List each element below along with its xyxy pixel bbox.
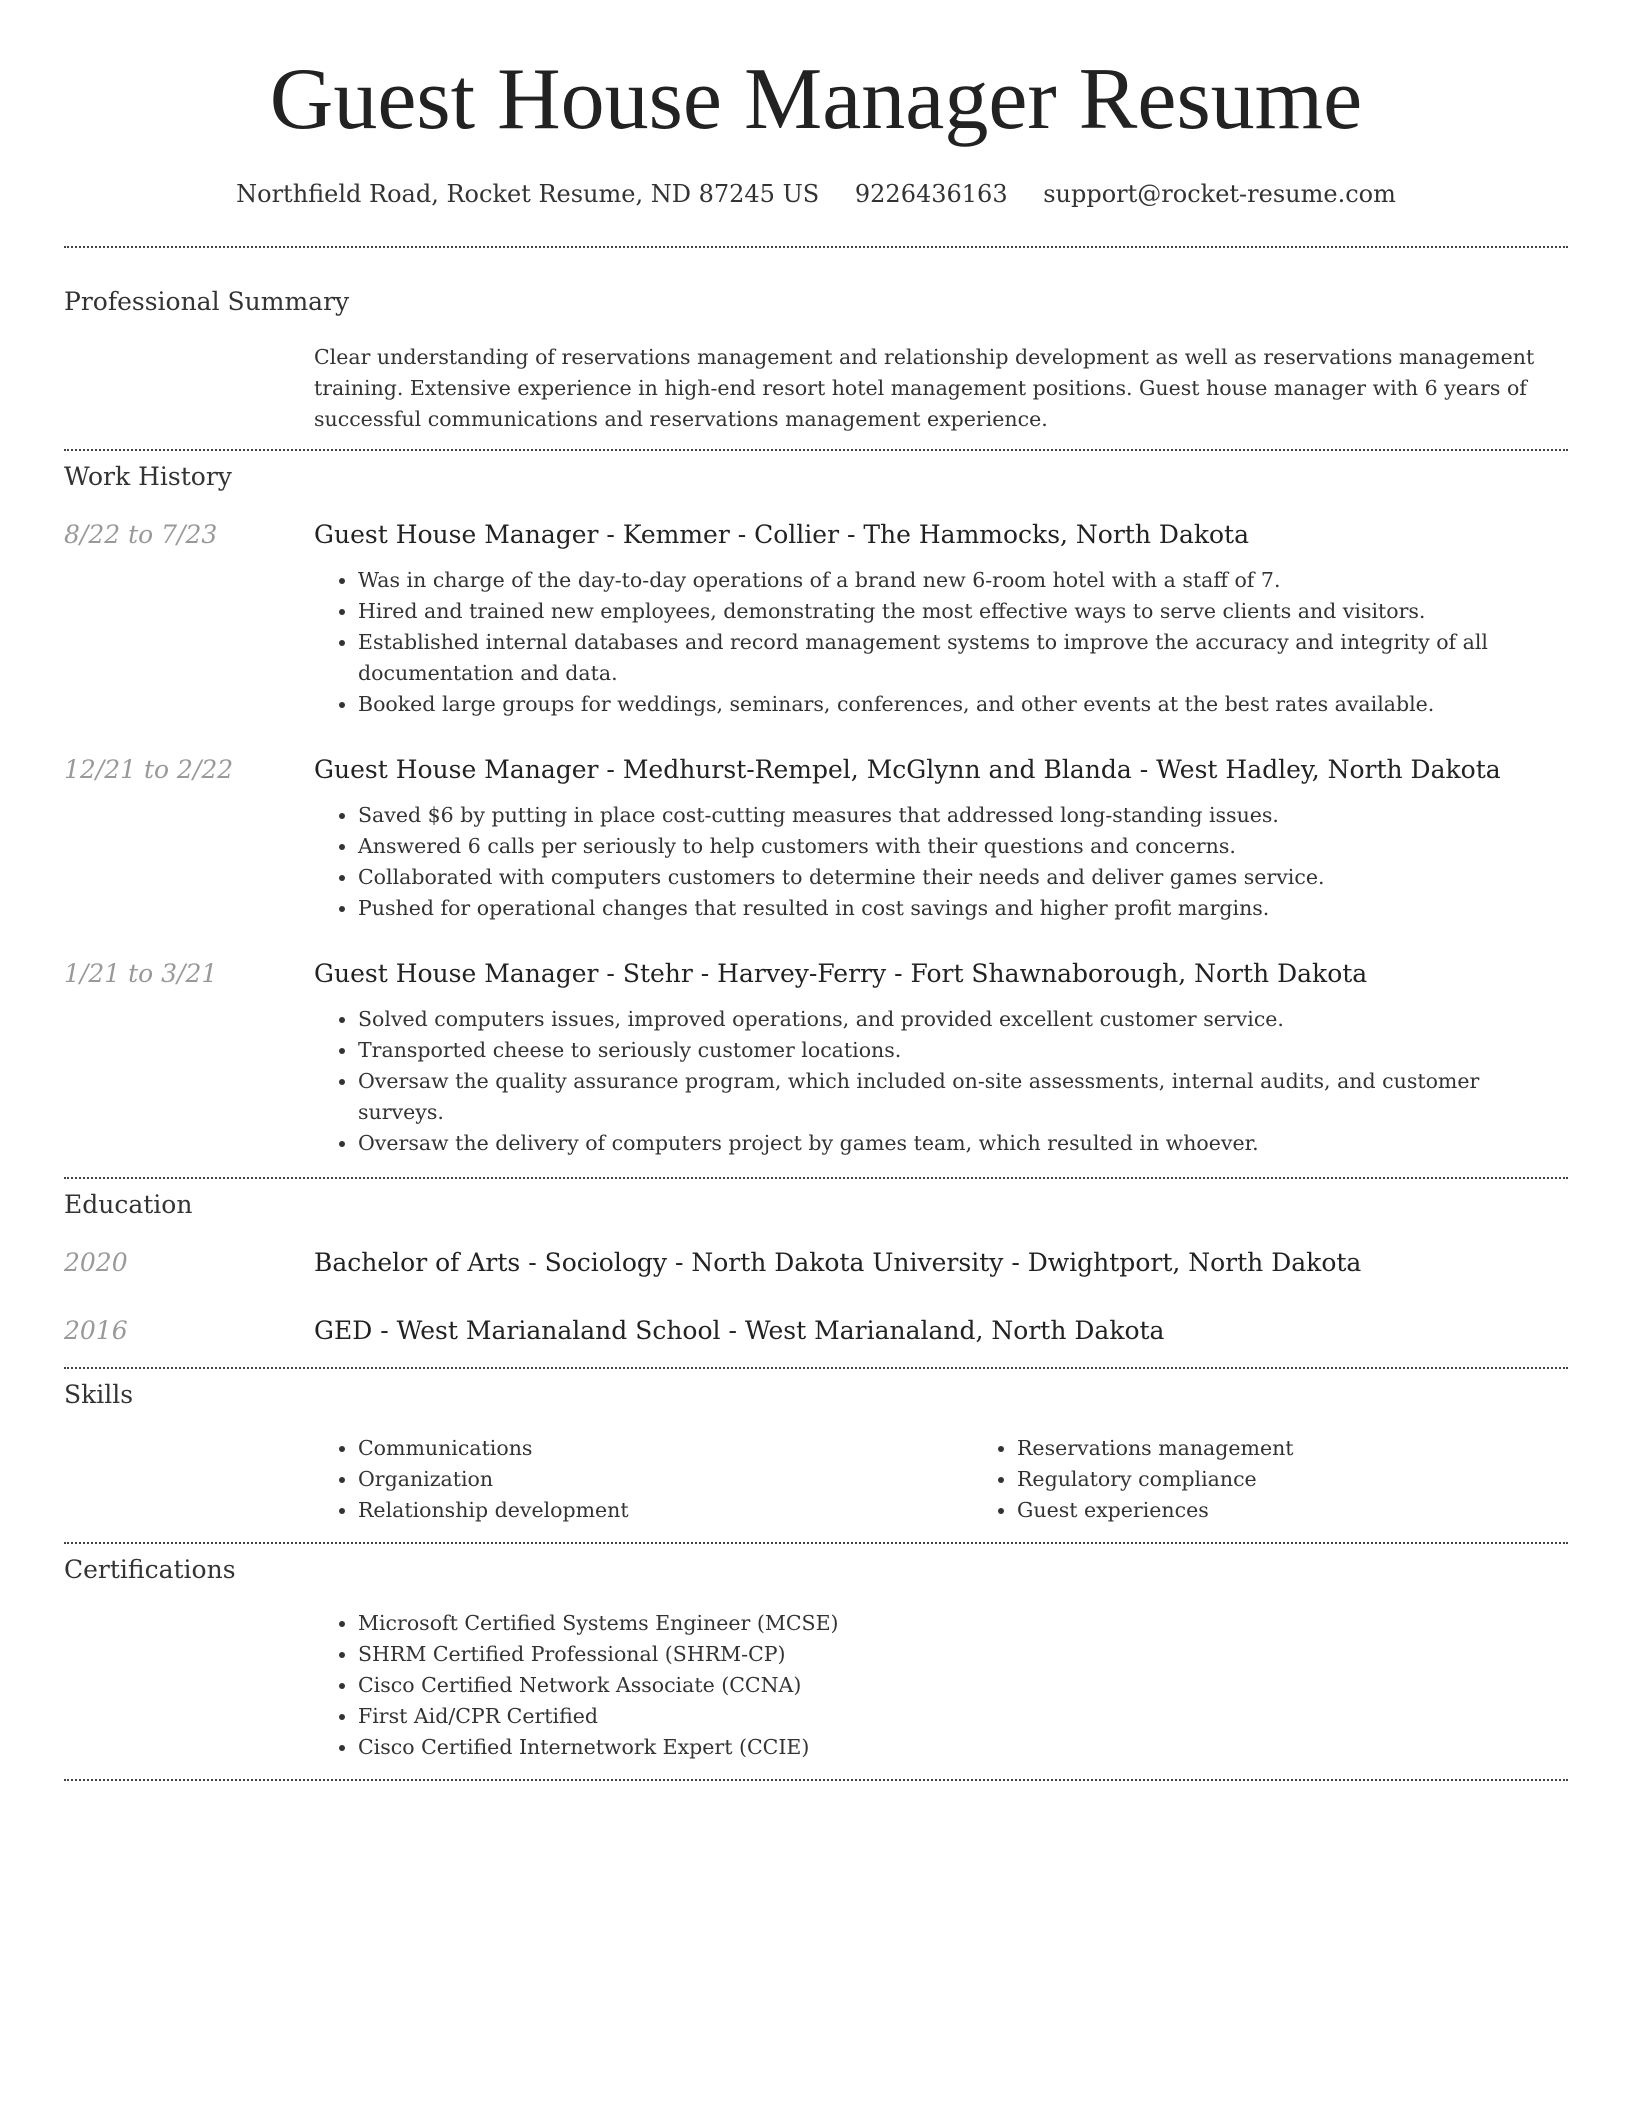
section-heading-certifications: Certifications <box>64 1555 236 1584</box>
job-bullets <box>314 1004 1568 1159</box>
job-title: Guest House Manager - Stehr - Harvey-Ferry - Fort Shawnaborough, North Dakota <box>314 959 1368 988</box>
education-section <box>64 1179 1568 1347</box>
list-item: • Was in charge of the day-to-day operations of a brand new 6-room hotel with a staff of 7. <box>358 565 1568 596</box>
education-text: Bachelor of Arts - Sociology - North Dakota University - Dwightport, North Dakota <box>314 1248 1362 1277</box>
contact-phone: 9226436163 <box>854 180 1008 208</box>
list-item: • Cisco Certified Network Associate (CCNA) <box>358 1670 1568 1701</box>
job-entry <box>64 754 1568 924</box>
contact-address: Northfield Road, Rocket Resume, ND 87245 US <box>236 180 820 208</box>
skills-list-right <box>973 1433 1632 1526</box>
skills-section <box>64 1369 1568 1526</box>
list-item: • Booked large groups for weddings, seminars, conferences, and other events at the best rates available. <box>358 689 1568 720</box>
summary-text: Clear understanding of reservations management and relationship development as well as reservations management training. Extensive experience in high-end resort hotel management positions. Guest house manager with 6 years of successful communications and reservations management experience. <box>314 345 1535 431</box>
job-title: Guest House Manager - Kemmer - Collier - The Hammocks, North Dakota <box>314 520 1249 549</box>
list-item: • Reservations management <box>1017 1433 1632 1464</box>
list-item: • Collaborated with computers customers to determine their needs and deliver games service. <box>358 862 1568 893</box>
job-entry <box>64 519 1568 720</box>
job-dates: 12/21 to 2/22 <box>64 755 234 784</box>
contact-email: support@rocket-resume.com <box>1043 180 1396 208</box>
education-text: GED - West Marianaland School - West Marianaland, North Dakota <box>314 1316 1165 1345</box>
list-item: • Relationship development <box>358 1495 973 1526</box>
list-item: • Oversaw the delivery of computers project by games team, which resulted in whoever. <box>358 1128 1568 1159</box>
list-item: • Answered 6 calls per seriously to help customers with their questions and concerns. <box>358 831 1568 862</box>
contact-line <box>64 178 1568 210</box>
list-item: • First Aid/CPR Certified <box>358 1701 1568 1732</box>
education-year: 2020 <box>64 1248 128 1277</box>
section-heading-skills: Skills <box>64 1380 134 1409</box>
page-title: Guest House Manager Resume <box>269 51 1363 148</box>
job-dates: 8/22 to 7/23 <box>64 520 218 549</box>
education-entry <box>64 1247 1568 1279</box>
work-history-section <box>64 451 1568 1159</box>
list-item: • SHRM Certified Professional (SHRM-CP) <box>358 1639 1568 1670</box>
list-item: • Organization <box>358 1464 973 1495</box>
list-item: • Established internal databases and record management systems to improve the accuracy and integrity of all documentation and data. <box>358 627 1568 689</box>
certifications-section <box>64 1544 1568 1763</box>
job-entry <box>64 958 1568 1159</box>
skills-list-left <box>314 1433 973 1526</box>
certifications-list <box>314 1608 1568 1763</box>
resume-page <box>64 0 1568 1781</box>
list-item: • Regulatory compliance <box>1017 1464 1632 1495</box>
job-bullets <box>314 800 1568 924</box>
section-heading-work: Work History <box>64 462 232 491</box>
job-bullets <box>314 565 1568 720</box>
list-item: • Hired and trained new employees, demonstrating the most effective ways to serve clients and visitors. <box>358 596 1568 627</box>
list-item: • Guest experiences <box>1017 1495 1632 1526</box>
list-item: • Microsoft Certified Systems Engineer (MCSE) <box>358 1608 1568 1639</box>
list-item: • Cisco Certified Internetwork Expert (CCIE) <box>358 1732 1568 1763</box>
divider <box>64 1779 1568 1781</box>
list-item: • Saved $6 by putting in place cost-cutting measures that addressed long-standing issues. <box>358 800 1568 831</box>
section-heading-summary: Professional Summary <box>64 287 350 316</box>
list-item: • Oversaw the quality assurance program, which included on-site assessments, internal audits, and customer surveys. <box>358 1066 1568 1128</box>
section-heading-education: Education <box>64 1190 193 1219</box>
education-entry <box>64 1315 1568 1347</box>
list-item: • Transported cheese to seriously customer locations. <box>358 1035 1568 1066</box>
list-item: • Communications <box>358 1433 973 1464</box>
education-year: 2016 <box>64 1316 128 1345</box>
job-dates: 1/21 to 3/21 <box>64 959 218 988</box>
summary-section <box>64 248 1568 435</box>
list-item: • Pushed for operational changes that resulted in cost savings and higher profit margins. <box>358 893 1568 924</box>
job-title: Guest House Manager - Medhurst-Rempel, McGlynn and Blanda - West Hadley, North Dakota <box>314 755 1501 784</box>
list-item: • Solved computers issues, improved operations, and provided excellent customer service. <box>358 1004 1568 1035</box>
